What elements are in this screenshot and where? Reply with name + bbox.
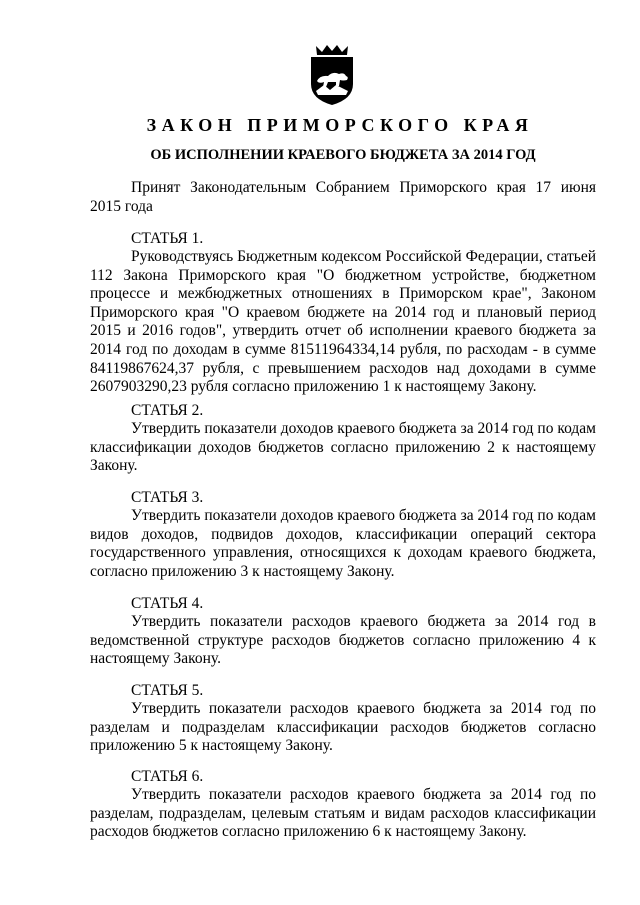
- article-heading: СТАТЬЯ 4.: [131, 595, 204, 612]
- article-heading: СТАТЬЯ 1.: [131, 230, 204, 247]
- article-2: [90, 401, 596, 476]
- law-title: ЗАКОН ПРИМОРСКОГО КРАЯ: [146, 115, 534, 135]
- article-text: Утвердить показатели расходов краевого бюджета за 2014 год по разделам и подразделам классификации расходов бюджетов согласно приложению 5 к настоящему Закону.: [90, 700, 596, 755]
- law-subtitle: ОБ ИСПОЛНЕНИИ КРАЕВОГО БЮДЖЕТА ЗА 2014 ГОД: [150, 147, 536, 163]
- article-text: Утвердить показатели расходов краевого бюджета за 2014 год по разделам, подразделам, целевым статьям и видам расходов классификации расходов бюджетов согласно приложению 6 к настоящему Закону.: [90, 786, 596, 841]
- article-6: [90, 767, 596, 842]
- article-heading: СТАТЬЯ 2.: [131, 402, 204, 419]
- article-heading: СТАТЬЯ 6.: [131, 768, 204, 785]
- article-text: Утвердить показатели доходов краевого бюджета за 2014 год по кодам видов доходов, подвидов доходов, классификации операций сектора государственного управления, относящихся к доходам краевого бюджета, согласно приложению 3 к настоящему Закону.: [90, 507, 596, 580]
- article-heading: СТАТЬЯ 3.: [131, 489, 204, 506]
- article-text: Утвердить показатели доходов краевого бюджета за 2014 год по кодам классификации доходов бюджетов согласно приложению 2 к настоящему Закону.: [90, 420, 596, 475]
- article-4: [90, 594, 596, 669]
- article-1: [90, 229, 596, 397]
- article-heading: СТАТЬЯ 5.: [131, 682, 204, 699]
- article-text: Руководствуясь Бюджетным кодексом Российской Федерации, статьей 112 Закона Приморского края "О бюджетном устройстве, бюджетном процессе и межбюджетных отношениях в Приморском крае", Законом Приморского края "О краевом бюджете на 2014 год и плановый период 2015 и 2016 годов", утвердить отчет об исполнении краевого бюджета за 2014 год по доходам в сумме 81511964334,14 рубля, по расходам - в сумме 84119867624,37 рубля, с превышением расходов над доходами в сумме 2607903290,23 рубля согласно приложению 1 к настоящему Закону.: [90, 248, 596, 396]
- article-text: Утвердить показатели расходов краевого бюджета за 2014 год в ведомственной структуре расходов бюджетов согласно приложению 4 к настоящему Закону.: [90, 613, 596, 668]
- article-3: [90, 488, 596, 581]
- coat-of-arms-icon: [302, 44, 362, 106]
- article-5: [90, 681, 596, 756]
- adoption-note: Принят Законодательным Собранием Приморского края 17 июня 2015 года: [90, 179, 596, 215]
